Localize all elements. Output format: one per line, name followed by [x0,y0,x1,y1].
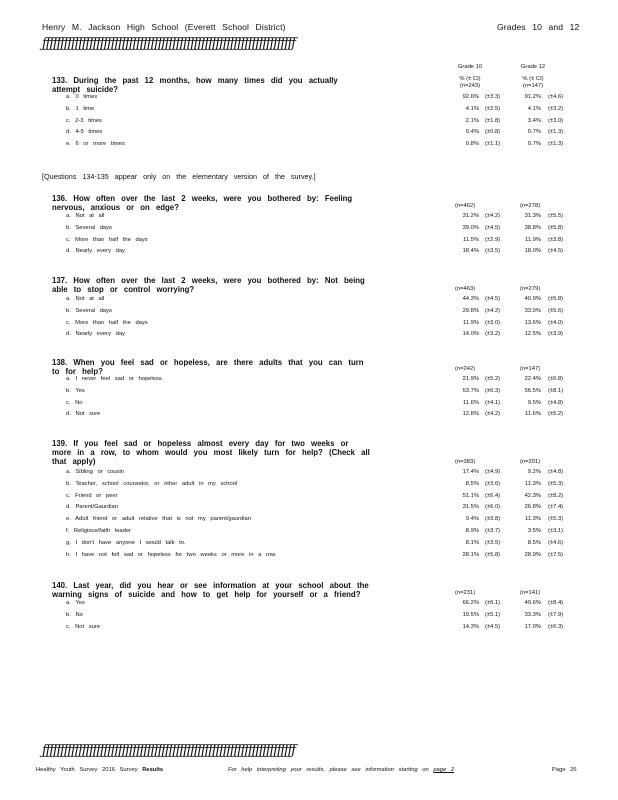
answer-label: e. Adult friend or adult relative that is not my parent/gaurdian [66,516,251,523]
grade12-ci: (±5.3) [548,480,564,487]
answer-label: g. I don't have anyone I would talk to. [66,539,186,546]
answer-label: d. Nearly every day [66,331,125,338]
answer-row [66,514,566,526]
answer-label: d. 4-5 times [66,129,103,136]
answer-row [66,374,566,386]
answer-label: f. Religious/faith leader [66,527,131,534]
answer-row [66,526,566,538]
grade10-sample-size: (n=462) [455,203,476,209]
answer-row [66,104,566,116]
grade12-ci: (±7.9) [548,611,564,618]
report-header-school: Henry M. Jackson High School (Everett School District) [42,22,286,32]
grade12-percent: 33.0% [524,307,541,314]
report-header-grades: Grades 10 and 12 [497,22,580,32]
grade12-percent: 11.3% [524,516,541,523]
grade12-ci: (±3.1) [548,527,564,534]
footer-results-label: Results [142,767,164,773]
grade10-ci: (±3.6) [485,480,501,487]
footer-survey-text: Healthy Youth Survey 2016 Survey [36,767,138,773]
answer-row [66,502,566,514]
grade10-percent: 11.9% [462,319,479,326]
grade10-percent: 66.2% [462,600,479,606]
grade10-ci: (±4.5) [485,623,501,630]
grade12-ci: (±6.3) [548,623,564,630]
answer-options [66,294,566,341]
grade10-percent: 39.0% [462,224,479,231]
grade10-ci: (±5.2) [485,376,501,382]
grade12-sample-size: (n=278) [520,203,541,209]
answer-label: a. Not at all [66,296,105,302]
grade10-percent: 8.5% [465,480,479,487]
answer-row [66,610,566,622]
answer-label: b. Several days [66,307,112,314]
grade12-percent: 11.3% [524,480,541,487]
answer-label: d. Parent/Gaurdian [66,504,118,511]
answer-row [66,329,566,341]
answer-row [66,538,566,550]
answer-options [66,467,566,561]
grade12-percent: 9.5% [527,399,541,406]
grade10-ci: (±2.5) [485,105,501,112]
answer-label: e. 6 or more times [66,141,125,148]
answer-row [66,386,566,398]
grade10-ci: (±3.7) [485,527,501,534]
grade10-sample-size: (n=231) [455,590,476,596]
grade12-percent: 33.3% [524,611,541,618]
grade10-percent: 53.7% [462,387,479,394]
grade10-sample-size: (n=463) [455,286,476,292]
grade12-percent: 4.1% [527,105,541,112]
answer-label: c. More than half the days [66,319,148,326]
grade12-percent: 28.9% [524,551,541,558]
grade12-percent: 0.7% [527,129,541,136]
grade10-ci: (±3.8) [485,516,501,523]
grade12-percent: 42.3% [524,492,541,499]
grade12-percent: 12.5% [524,331,541,338]
grade12-percent: 56.5% [524,387,541,394]
answer-row [66,223,566,235]
grade10-ci: (±5.8) [485,551,501,558]
grade12-percent: 11.9% [524,236,541,243]
footer-page-link[interactable]: page 2 [433,767,455,773]
grade10-ci: (±1.8) [485,117,501,124]
grade10-ci: (±3.5) [485,248,501,255]
question-title: 138. When you feel sad or hopeless, are there adults that you can turn to for help? [52,358,364,376]
answer-label: a. I never feel sad or hopeless. [66,376,164,382]
answer-label: d. Nearly every day [66,248,125,255]
answer-label: a. Not at all [66,213,105,219]
grade10-ci: (±3.2) [485,331,501,338]
grade12-ci: (±3.9) [548,331,564,338]
grade12-ci: (±5.8) [548,296,564,302]
grade12-ci: (±4.6) [548,539,564,546]
question-title: 140. Last year, did you hear or see information at your school about the warning signs of suicide and how to get help for yourself or a friend? [52,581,369,599]
grade10-ci: (±6.4) [485,492,501,499]
answer-row [66,318,566,330]
grade12-ci: (±8.2) [548,492,564,499]
answer-label: d. Not sure [66,411,101,418]
grade12-percent: 38.8% [524,224,541,231]
grade12-n: (n=147) [522,82,544,89]
question-title: 133. During the past 12 months, how many times did you actually attempt suicide? [52,76,338,94]
answer-row [66,235,566,247]
answer-row [66,491,566,503]
grade12-ci: (±5.3) [548,516,564,523]
grade10-ci: (±4.5) [485,296,501,302]
answer-label: b. 1 time [66,105,95,112]
grade12-ci: (±4.8) [548,399,564,406]
grade12-percent: 3.5% [527,527,541,534]
grade12-title: Grade 12 [520,64,546,70]
grade10-ci: (±6.3) [485,387,501,394]
grade12-percent: 17.0% [524,623,541,630]
top-decorative-rule: ƒƒƒƒƒƒƒƒƒƒƒƒƒƒƒƒƒƒƒƒƒƒƒƒƒƒƒƒƒƒƒƒƒƒƒƒƒƒƒƒƒƒƒƒƒƒƒƒƒƒƒƒƒƒƒƒƒƒƒƒƒƒƒƒƒƒƒƒƒƒ [42,35,295,52]
grade10-ci: (±3.3) [485,94,501,100]
grade12-ci: (±5.6) [548,307,564,314]
answer-options [66,92,566,151]
answer-label: a. Yes [66,600,85,606]
grade12-percent: 40.9% [524,296,541,302]
answer-label: b. Yes [66,387,85,394]
grade10-ci-label: % (± CI) [459,76,481,83]
grade12-percent: 22.4% [524,376,541,382]
grade12-ci: (±7.4) [548,504,564,511]
grade10-percent: 31.5% [462,504,479,511]
grade10-percent: 0.8% [465,141,479,148]
grade10-percent: 9.4% [465,516,479,523]
grade12-ci: (±1.3) [548,141,564,148]
grade12-ci: (±4.8) [548,469,564,475]
answer-label: b. Several days [66,224,112,231]
answer-label: c. More than half the days [66,236,148,243]
grade12-percent: 11.6% [524,411,541,418]
answer-row [66,398,566,410]
grade12-percent: 31.3% [524,213,541,219]
grade10-percent: 29.8% [462,307,479,314]
grade10-ci: (±4.5) [485,224,501,231]
grade10-percent: 28.1% [462,551,479,558]
answer-label: c. Not sure [66,623,101,630]
grade12-percent: 49.6% [524,600,541,606]
skipped-questions-note: [Questions 134-135 appear only on the elementary version of the survey.] [42,172,316,181]
grade10-percent: 2.1% [465,117,479,124]
grade10-percent: 92.6% [462,94,479,100]
answer-label: a. 0 times [66,94,98,100]
grade10-sample-size: (n=383) [455,459,476,465]
grade12-ci: (±3.0) [548,117,564,124]
grade10-percent: 12.8% [462,411,479,418]
answer-row [66,409,566,421]
grade10-percent: 17.4% [462,469,479,475]
grade12-sample-size: (n=201) [520,459,541,465]
answer-row [66,127,566,139]
grade10-n: (n=243) [459,82,481,89]
grade10-percent: 4.1% [465,105,479,112]
footer-help-sentence: For help interpreting your results, please see information starting on [228,767,429,773]
bottom-decorative-rule: ƒƒƒƒƒƒƒƒƒƒƒƒƒƒƒƒƒƒƒƒƒƒƒƒƒƒƒƒƒƒƒƒƒƒƒƒƒƒƒƒƒƒƒƒƒƒƒƒƒƒƒƒƒƒƒƒƒƒƒƒƒƒƒƒƒƒƒƒƒƒ [42,742,295,759]
grade12-percent: 91.2% [524,94,541,100]
grade10-percent: 8.9% [465,527,479,534]
answer-label: c. Friend or peer [66,492,118,499]
grade12-ci: (±3.8) [548,236,564,243]
answer-options [66,211,566,258]
grade12-ci: (±6.8) [548,376,564,382]
grade12-ci: (±1.3) [548,129,564,136]
answer-row [66,92,566,104]
grade10-ci: (±4.2) [485,411,501,418]
answer-row [66,116,566,128]
grade10-sample-size: (n=242) [455,366,476,372]
answer-row [66,306,566,318]
grade10-percent: 19.5% [462,611,479,618]
grade12-ci-label: % (± CI) [522,76,544,83]
answer-options [66,598,566,633]
grade10-percent: 8.1% [465,539,479,546]
grade12-ci: (±4.0) [548,319,564,326]
grade10-percent: 14.3% [462,623,479,630]
grade10-ci: (±2.9) [485,236,501,243]
grade10-percent: 11.6% [462,399,479,406]
grade12-percent: 26.8% [524,504,541,511]
grade12-percent: 18.0% [524,248,541,255]
grade12-sample-size: (n=147) [520,366,541,372]
grade10-ci: (±4.1) [485,399,501,406]
answer-row [66,467,566,479]
grade12-ci: (±5.5) [548,213,564,219]
grade12-percent: 3.4% [527,117,541,124]
grade10-ci: (±4.2) [485,213,501,219]
answer-label: b. Teacher, school counselor, or other adult in my school [66,480,238,487]
footer-page-number: Page 26 [552,767,577,773]
answer-row [66,479,566,491]
grade10-percent: 51.1% [462,492,479,499]
answer-label: c. 2-3 times [66,117,102,124]
answer-label: c. No [66,399,83,406]
grade10-ci: (±1.1) [485,141,501,148]
grade10-ci: (±6.1) [485,600,501,606]
grade12-ci: (±5.8) [548,224,564,231]
grade10-ci: (±4.2) [485,307,501,314]
question-title: 137. How often over the last 2 weeks, were you bothered by: Not being able to stop or control worrying? [52,276,365,294]
answer-row [66,211,566,223]
footer-survey-name [36,767,163,773]
grade12-percent: 9.2% [527,469,541,475]
answer-row [66,139,566,151]
answer-label: b. No [66,611,83,618]
grade10-percent: 14.0% [462,331,479,338]
grade10-title: Grade 10 [457,64,483,70]
grade10-ci: (±3.0) [485,319,501,326]
grade12-sample-size: (n=279) [520,286,541,292]
answer-row [66,246,566,258]
grade12-sample-size: (n=141) [520,590,541,596]
grade10-percent: 44.3% [462,296,479,302]
question-title: 139. If you feel sad or hopeless almost every day for two weeks or more in a row, to whom would you most likely turn for help? (Check all that apply) [52,439,370,466]
grade10-percent: 11.5% [462,236,479,243]
grade10-ci: (±0.8) [485,129,501,136]
grade12-ci: (±7.5) [548,551,564,558]
grade10-percent: 18.4% [462,248,479,255]
answer-row [66,598,566,610]
answer-label: h. I have not felt sad or hopeless for two weeks or more in a row. [66,551,277,558]
question-title: 136. How often over the last 2 weeks, were you bothered by: Feeling nervous, anxious or on edge? [52,194,353,212]
grade10-ci: (±4.9) [485,469,501,475]
grade12-ci: (±4.6) [548,94,564,100]
footer-help-text [228,767,454,773]
grade12-percent: 13.6% [524,319,541,326]
grade10-ci: (±5.1) [485,611,501,618]
grade10-ci: (±3.5) [485,539,501,546]
answer-row [66,622,566,634]
answer-row [66,294,566,306]
grade12-ci: (±5.2) [548,411,564,418]
grade12-ci: (±8.4) [548,600,564,606]
grade12-percent: 0.7% [527,141,541,148]
grade10-ci: (±6.0) [485,504,501,511]
grade12-percent: 8.5% [527,539,541,546]
grade12-ci: (±3.2) [548,105,564,112]
grade10-percent: 0.4% [465,129,479,136]
grade10-percent: 21.9% [462,376,479,382]
answer-options [66,374,566,421]
grade10-percent: 31.2% [462,213,479,219]
answer-label: a. Sibling or cousin [66,469,124,475]
grade12-ci: (±4.5) [548,248,564,255]
grade12-ci: (±8.1) [548,387,564,394]
answer-row [66,550,566,562]
